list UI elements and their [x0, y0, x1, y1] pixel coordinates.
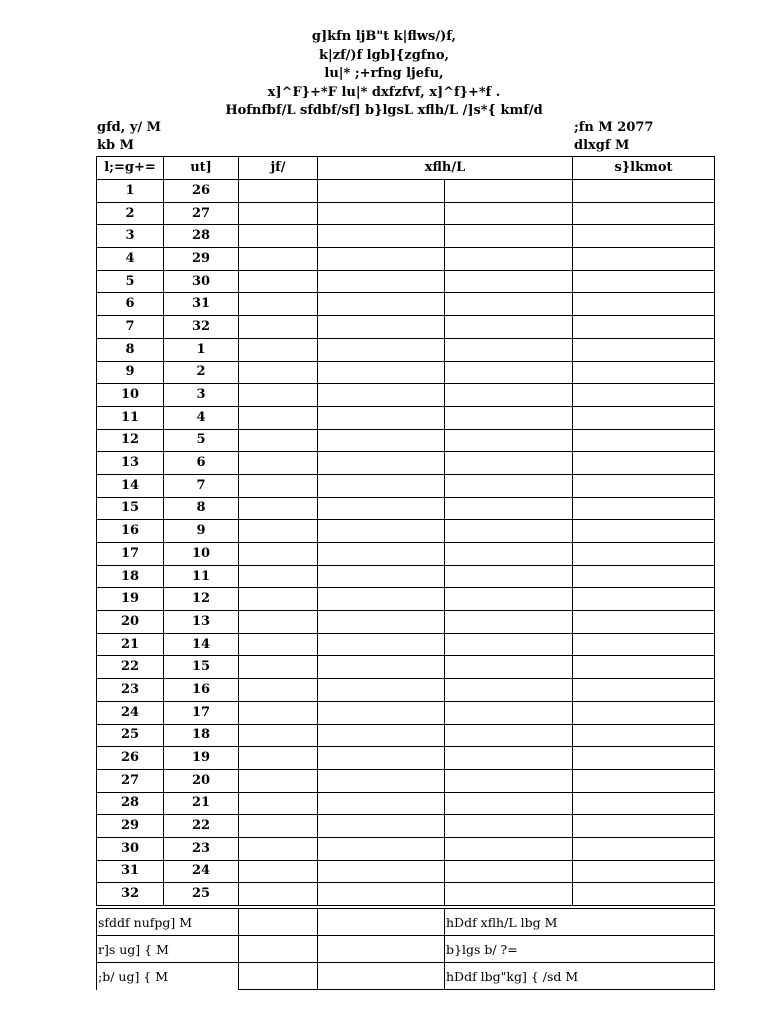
- row-day-cell: [239, 180, 318, 203]
- row-attendance-cell: [318, 270, 445, 293]
- row-attendance-cell: [445, 338, 573, 361]
- row-attendance-cell: [318, 860, 445, 883]
- row-day-cell: [239, 474, 318, 497]
- row-serial-number: 32: [97, 883, 164, 906]
- table-row: [97, 679, 715, 702]
- row-date: 11: [164, 565, 239, 588]
- title-line-1: g]kfn ljB"t k|flws/)f,: [311, 29, 457, 44]
- row-remarks-cell: [573, 565, 715, 588]
- row-attendance-cell: [318, 543, 445, 566]
- row-date: 10: [164, 543, 239, 566]
- row-attendance-cell: [318, 316, 445, 339]
- footer-blank-cell: [239, 936, 318, 963]
- table-row: [97, 633, 715, 656]
- row-day-cell: [239, 429, 318, 452]
- footer-total-days-label: hDdf xflh/L lbg M: [445, 909, 715, 936]
- table-row: [97, 860, 715, 883]
- row-serial-number: 25: [97, 724, 164, 747]
- row-attendance-cell: [445, 588, 573, 611]
- row-day-cell: [239, 656, 318, 679]
- row-date: 9: [164, 520, 239, 543]
- row-date: 20: [164, 769, 239, 792]
- footer-checked-label: r]s ug] { M: [97, 936, 239, 963]
- row-date: 29: [164, 248, 239, 271]
- row-attendance-cell: [445, 452, 573, 475]
- row-date: 1: [164, 338, 239, 361]
- footer-blank-cell: [318, 936, 445, 963]
- row-day-cell: [239, 883, 318, 906]
- row-date: 31: [164, 293, 239, 316]
- row-date: 32: [164, 316, 239, 339]
- row-remarks-cell: [573, 180, 715, 203]
- table-row: [97, 474, 715, 497]
- row-attendance-cell: [318, 293, 445, 316]
- form-title-block: [0, 28, 768, 121]
- row-day-cell: [239, 543, 318, 566]
- row-attendance-cell: [445, 724, 573, 747]
- row-serial-number: 28: [97, 792, 164, 815]
- row-day-cell: [239, 701, 318, 724]
- row-day-cell: [239, 520, 318, 543]
- row-serial-number: 4: [97, 248, 164, 271]
- table-row: [97, 565, 715, 588]
- row-serial-number: 6: [97, 293, 164, 316]
- row-date: 17: [164, 701, 239, 724]
- row-attendance-cell: [318, 656, 445, 679]
- row-date: 3: [164, 384, 239, 407]
- row-date: 6: [164, 452, 239, 475]
- row-day-cell: [239, 248, 318, 271]
- row-date: 5: [164, 429, 239, 452]
- table-row: [97, 429, 715, 452]
- row-attendance-cell: [318, 679, 445, 702]
- row-serial-number: 12: [97, 429, 164, 452]
- row-serial-number: 13: [97, 452, 164, 475]
- row-attendance-cell: [445, 747, 573, 770]
- row-date: 12: [164, 588, 239, 611]
- row-date: 22: [164, 815, 239, 838]
- row-serial-number: 3: [97, 225, 164, 248]
- row-remarks-cell: [573, 883, 715, 906]
- row-date: 18: [164, 724, 239, 747]
- row-attendance-cell: [318, 701, 445, 724]
- row-serial-number: 22: [97, 656, 164, 679]
- row-attendance-cell: [318, 361, 445, 384]
- row-date: 23: [164, 837, 239, 860]
- row-date: 14: [164, 633, 239, 656]
- row-attendance-cell: [318, 815, 445, 838]
- row-day-cell: [239, 837, 318, 860]
- footer-blank-cell: [318, 909, 445, 936]
- col-header-attendance: xflh/L: [318, 157, 573, 180]
- row-day-cell: [239, 611, 318, 634]
- row-day-cell: [239, 633, 318, 656]
- row-serial-number: 30: [97, 837, 164, 860]
- row-date: 28: [164, 225, 239, 248]
- row-remarks-cell: [573, 769, 715, 792]
- row-attendance-cell: [318, 520, 445, 543]
- table-row: [97, 769, 715, 792]
- row-serial-number: 26: [97, 747, 164, 770]
- row-remarks-cell: [573, 270, 715, 293]
- row-date: 24: [164, 860, 239, 883]
- row-serial-number: 29: [97, 815, 164, 838]
- row-remarks-cell: [573, 860, 715, 883]
- name-label: gfd, y/ M: [97, 120, 162, 135]
- row-attendance-cell: [445, 361, 573, 384]
- row-remarks-cell: [573, 293, 715, 316]
- row-day-cell: [239, 679, 318, 702]
- row-attendance-cell: [445, 225, 573, 248]
- row-attendance-cell: [318, 588, 445, 611]
- row-remarks-cell: [573, 225, 715, 248]
- row-remarks-cell: [573, 384, 715, 407]
- row-remarks-cell: [573, 520, 715, 543]
- row-serial-number: 8: [97, 338, 164, 361]
- row-attendance-cell: [445, 202, 573, 225]
- table-row: [97, 588, 715, 611]
- table-row: [97, 543, 715, 566]
- title-line-5: Hofnfbf/L sfdbf/sf] b}lgsL xflh/L /]s*{ kmf/d: [225, 103, 543, 119]
- row-attendance-cell: [445, 860, 573, 883]
- row-day-cell: [239, 406, 318, 429]
- row-attendance-cell: [318, 883, 445, 906]
- row-attendance-cell: [318, 837, 445, 860]
- row-attendance-cell: [318, 747, 445, 770]
- row-remarks-cell: [573, 747, 715, 770]
- row-date: 16: [164, 679, 239, 702]
- row-remarks-cell: [573, 724, 715, 747]
- row-remarks-cell: [573, 588, 715, 611]
- row-serial-number: 7: [97, 316, 164, 339]
- row-remarks-cell: [573, 316, 715, 339]
- row-day-cell: [239, 792, 318, 815]
- row-attendance-cell: [318, 406, 445, 429]
- footer-table: [96, 908, 715, 990]
- row-attendance-cell: [445, 701, 573, 724]
- table-row: [97, 248, 715, 271]
- row-day-cell: [239, 338, 318, 361]
- table-row: [97, 792, 715, 815]
- row-day-cell: [239, 724, 318, 747]
- table-row: [97, 701, 715, 724]
- row-attendance-cell: [445, 679, 573, 702]
- row-day-cell: [239, 202, 318, 225]
- row-attendance-cell: [445, 633, 573, 656]
- row-attendance-cell: [445, 520, 573, 543]
- row-remarks-cell: [573, 429, 715, 452]
- row-remarks-cell: [573, 202, 715, 225]
- row-serial-number: 2: [97, 202, 164, 225]
- row-attendance-cell: [445, 792, 573, 815]
- table-row: [97, 815, 715, 838]
- row-serial-number: 18: [97, 565, 164, 588]
- row-attendance-cell: [445, 316, 573, 339]
- row-serial-number: 9: [97, 361, 164, 384]
- table-row: [97, 883, 715, 906]
- row-serial-number: 31: [97, 860, 164, 883]
- row-date: 26: [164, 180, 239, 203]
- table-row: [97, 338, 715, 361]
- row-attendance-cell: [318, 225, 445, 248]
- row-serial-number: 11: [97, 406, 164, 429]
- title-line-2: k|zf/)f lgb]{zgfno,: [318, 47, 450, 63]
- row-day-cell: [239, 860, 318, 883]
- col-header-day: jf/: [239, 157, 318, 180]
- row-attendance-cell: [318, 611, 445, 634]
- table-row: [97, 452, 715, 475]
- attendance-table: [96, 156, 715, 906]
- table-row: [97, 202, 715, 225]
- row-remarks-cell: [573, 837, 715, 860]
- table-row: [97, 611, 715, 634]
- footer-entry-label: sfddf nufpg] M: [97, 909, 239, 936]
- row-attendance-cell: [445, 611, 573, 634]
- row-attendance-cell: [445, 543, 573, 566]
- table-row: [97, 656, 715, 679]
- table-row: [97, 724, 715, 747]
- row-serial-number: 23: [97, 679, 164, 702]
- row-day-cell: [239, 747, 318, 770]
- row-day-cell: [239, 361, 318, 384]
- row-attendance-cell: [445, 384, 573, 407]
- table-row: [97, 270, 715, 293]
- row-date: 4: [164, 406, 239, 429]
- row-date: 21: [164, 792, 239, 815]
- col-header-date: ut]: [164, 157, 239, 180]
- col-header-sn: l;=g+=: [97, 157, 164, 180]
- table-row: [97, 406, 715, 429]
- table-row: [97, 316, 715, 339]
- title-line-3: lu|* ;+rfng ljefu,: [324, 66, 444, 82]
- row-remarks-cell: [573, 452, 715, 475]
- row-attendance-cell: [445, 270, 573, 293]
- row-date: 13: [164, 611, 239, 634]
- table-row: [97, 837, 715, 860]
- row-day-cell: [239, 565, 318, 588]
- row-attendance-cell: [318, 769, 445, 792]
- title-line-4: x]^F}+*F lu|* dxfzfvf, x]^f}+*f .: [267, 84, 501, 100]
- row-date: 7: [164, 474, 239, 497]
- row-day-cell: [239, 815, 318, 838]
- table-row: [97, 747, 715, 770]
- table-row: [97, 293, 715, 316]
- month-label: dlxgf M: [574, 138, 630, 153]
- row-remarks-cell: [573, 679, 715, 702]
- row-remarks-cell: [573, 701, 715, 724]
- row-serial-number: 27: [97, 769, 164, 792]
- row-day-cell: [239, 452, 318, 475]
- row-attendance-cell: [445, 497, 573, 520]
- row-attendance-cell: [445, 815, 573, 838]
- table-row: [97, 497, 715, 520]
- row-serial-number: 1: [97, 180, 164, 203]
- row-attendance-cell: [445, 656, 573, 679]
- footer-daily-rate-label: b}lgs b/ ?=: [445, 936, 715, 963]
- row-attendance-cell: [445, 837, 573, 860]
- row-date: 2: [164, 361, 239, 384]
- row-remarks-cell: [573, 248, 715, 271]
- row-attendance-cell: [318, 248, 445, 271]
- row-serial-number: 5: [97, 270, 164, 293]
- row-attendance-cell: [318, 565, 445, 588]
- row-day-cell: [239, 316, 318, 339]
- row-attendance-cell: [318, 724, 445, 747]
- table-row: [97, 225, 715, 248]
- row-attendance-cell: [318, 497, 445, 520]
- row-day-cell: [239, 270, 318, 293]
- row-remarks-cell: [573, 656, 715, 679]
- table-row: [97, 361, 715, 384]
- row-attendance-cell: [318, 452, 445, 475]
- row-date: 19: [164, 747, 239, 770]
- row-remarks-cell: [573, 474, 715, 497]
- row-attendance-cell: [318, 180, 445, 203]
- footer-total-amount-label: hDdf lbg"kg] { /sd M: [445, 963, 715, 990]
- footer-approved-label: ;b/ ug] { M: [97, 963, 239, 990]
- row-attendance-cell: [318, 384, 445, 407]
- row-date: 8: [164, 497, 239, 520]
- row-attendance-cell: [318, 338, 445, 361]
- table-header-row: [97, 157, 715, 180]
- row-attendance-cell: [445, 883, 573, 906]
- table-row: [97, 520, 715, 543]
- row-attendance-cell: [445, 474, 573, 497]
- row-serial-number: 10: [97, 384, 164, 407]
- row-remarks-cell: [573, 792, 715, 815]
- row-attendance-cell: [445, 429, 573, 452]
- row-date: 30: [164, 270, 239, 293]
- row-serial-number: 21: [97, 633, 164, 656]
- row-date: 15: [164, 656, 239, 679]
- row-attendance-cell: [318, 633, 445, 656]
- row-date: 25: [164, 883, 239, 906]
- footer-blank-cell: [239, 909, 318, 936]
- row-attendance-cell: [318, 429, 445, 452]
- row-day-cell: [239, 588, 318, 611]
- row-attendance-cell: [445, 248, 573, 271]
- row-day-cell: [239, 293, 318, 316]
- row-remarks-cell: [573, 543, 715, 566]
- row-day-cell: [239, 225, 318, 248]
- row-remarks-cell: [573, 611, 715, 634]
- row-attendance-cell: [318, 474, 445, 497]
- footer-blank-cell: [239, 963, 318, 990]
- row-day-cell: [239, 384, 318, 407]
- row-remarks-cell: [573, 497, 715, 520]
- year-label: ;fn M 2077: [574, 120, 654, 135]
- footer-blank-cell: [318, 963, 445, 990]
- row-serial-number: 19: [97, 588, 164, 611]
- row-serial-number: 16: [97, 520, 164, 543]
- row-attendance-cell: [318, 202, 445, 225]
- row-remarks-cell: [573, 361, 715, 384]
- row-attendance-cell: [445, 293, 573, 316]
- row-day-cell: [239, 497, 318, 520]
- row-remarks-cell: [573, 633, 715, 656]
- row-serial-number: 20: [97, 611, 164, 634]
- table-row: [97, 384, 715, 407]
- row-remarks-cell: [573, 815, 715, 838]
- row-serial-number: 24: [97, 701, 164, 724]
- row-attendance-cell: [445, 769, 573, 792]
- row-attendance-cell: [318, 792, 445, 815]
- row-serial-number: 17: [97, 543, 164, 566]
- row-attendance-cell: [445, 180, 573, 203]
- row-date: 27: [164, 202, 239, 225]
- row-serial-number: 14: [97, 474, 164, 497]
- post-label: kb M: [97, 138, 135, 153]
- row-serial-number: 15: [97, 497, 164, 520]
- row-day-cell: [239, 769, 318, 792]
- col-header-remarks: s}lkmot: [573, 157, 715, 180]
- table-row: [97, 180, 715, 203]
- row-remarks-cell: [573, 406, 715, 429]
- row-attendance-cell: [445, 406, 573, 429]
- row-remarks-cell: [573, 338, 715, 361]
- row-attendance-cell: [445, 565, 573, 588]
